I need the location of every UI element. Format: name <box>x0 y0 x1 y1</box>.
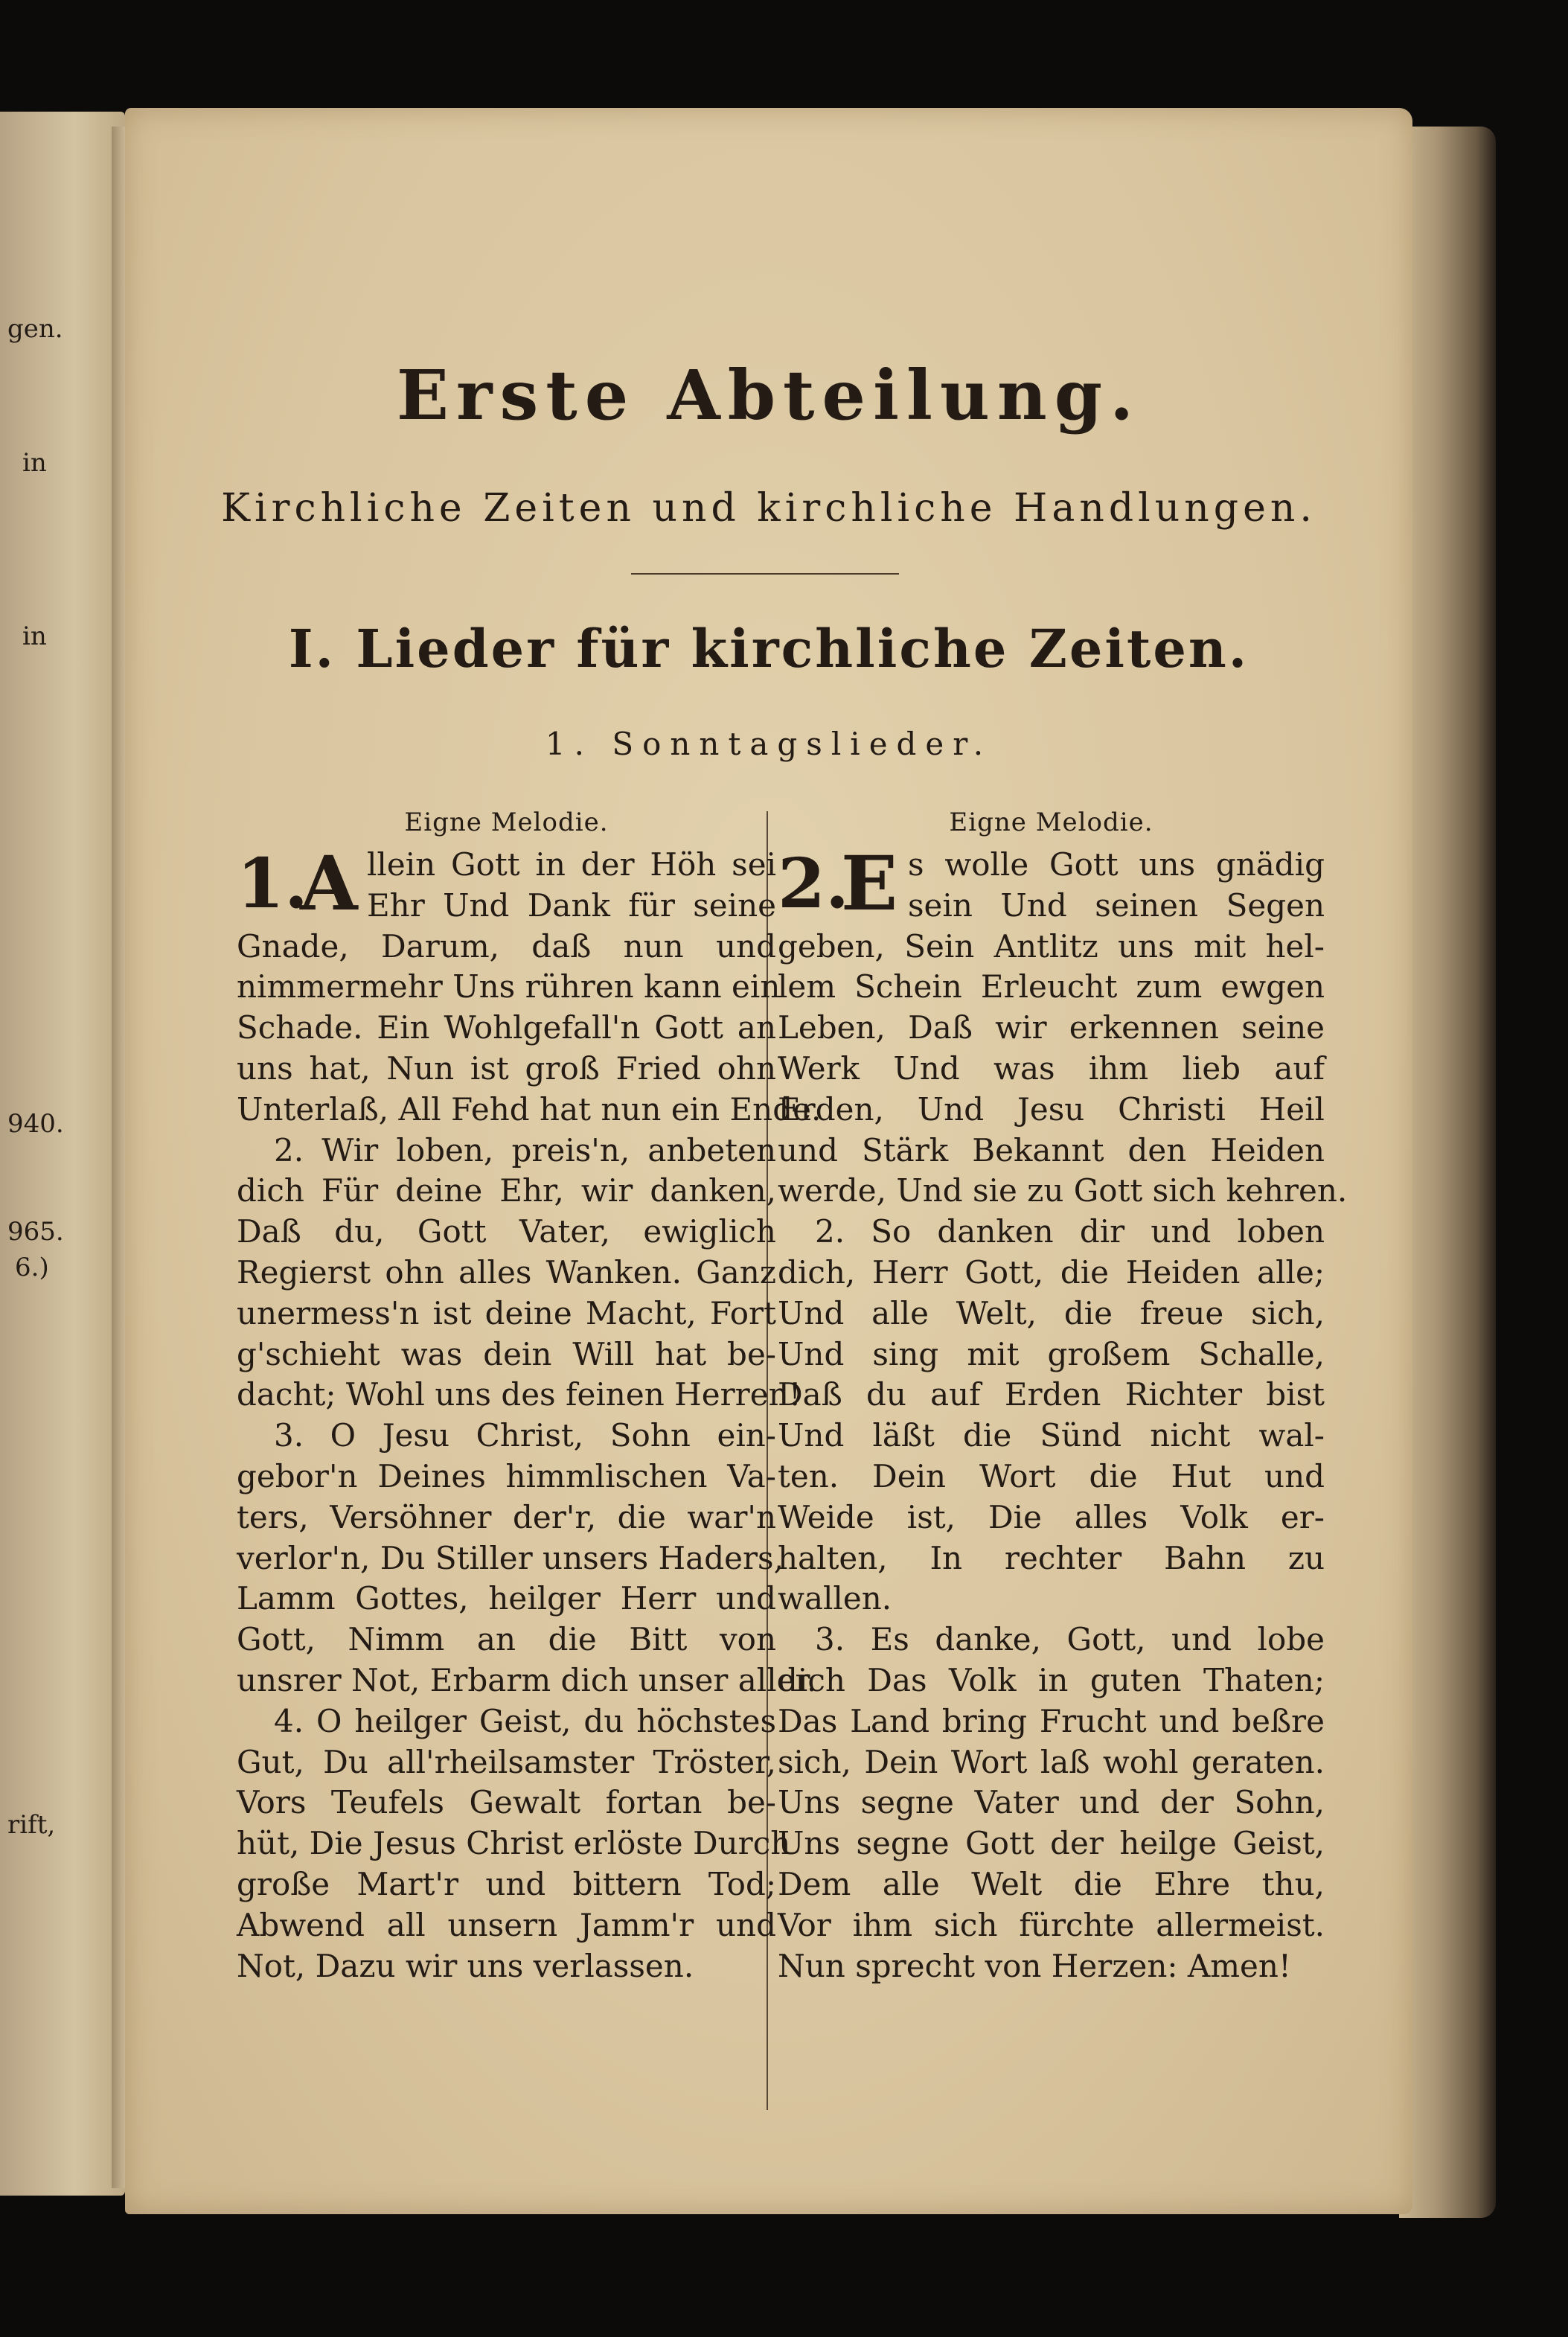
hymn-line: Schade. Ein Wohlgefall'n Gott an <box>237 1009 776 1046</box>
hymn-line: sich, Dein Wort laß wohl geraten. <box>778 1743 1325 1780</box>
left-page-fragment: 6.) <box>15 1253 49 1282</box>
hymn-line: Lamm Gottes, heilger Herr und <box>237 1580 776 1617</box>
melody-label: Eigne Melodie. <box>404 808 609 837</box>
hymn-line: Gut, Du all'rheilsamster Tröster, <box>237 1743 776 1780</box>
hymn-line: Unterlaß, All Fehd hat nun ein Ende. <box>237 1090 822 1128</box>
drop-cap: A <box>300 840 358 927</box>
book-gutter <box>112 127 127 2188</box>
hymn-line: dich Für deine Ehr, wir danken, <box>237 1172 776 1209</box>
subsection-heading: 1. Sonntagslieder. <box>545 726 993 762</box>
section-heading: I. Lieder für kirchliche Zeiten. <box>288 618 1249 680</box>
hymn-line: verlor'n, Du Stiller unsers Haders, <box>237 1539 784 1576</box>
hymn-line: sein Und seinen Segen <box>908 886 1325 924</box>
page-title: Erste Abteilung. <box>396 355 1142 435</box>
left-page <box>0 112 125 2196</box>
hymn-line: hüt, Die Jesus Christ erlöste Durch <box>237 1825 791 1862</box>
hymn-line: Gott, Nimm an die Bitt von <box>237 1621 776 1658</box>
hymn-line: s wolle Gott uns gnädig <box>908 846 1325 883</box>
hymn-line: lem Schein Erleucht zum ewgen <box>778 968 1325 1006</box>
left-page-fragment: in <box>22 448 47 478</box>
left-page-fragment: 940. <box>7 1109 64 1139</box>
hymn-number: 2. <box>778 843 850 924</box>
hymn-line: Erden, Und Jesu Christi Heil <box>778 1090 1325 1128</box>
left-page-fragment: 965. <box>7 1217 64 1247</box>
hymn-line: Und sing mit großem Schalle, <box>778 1335 1325 1372</box>
hymn-line: uns hat, Nun ist groß Fried ohn <box>237 1049 776 1087</box>
hymn-number: 1. <box>237 843 309 924</box>
hymn-line: Vor ihm sich fürchte allermeist. <box>778 1906 1325 1943</box>
hymn-line: dich, Herr Gott, die Heiden alle; <box>778 1253 1325 1291</box>
hymn-line: Leben, Daß wir erkennen seine <box>778 1009 1325 1046</box>
hymn-column-2 <box>778 800 1348 1986</box>
hymn-line: ten. Dein Wort die Hut und <box>778 1457 1325 1494</box>
hymn-line: große Mart'r und bittern Tod; <box>237 1865 776 1902</box>
left-page-fragment: rift, <box>7 1810 56 1840</box>
hymn-line: Vors Teufels Gewalt fortan be- <box>237 1784 776 1821</box>
left-page-fragment: in <box>22 621 47 651</box>
hymn-line: Not, Dazu wir uns verlassen. <box>237 1947 694 1984</box>
hymn-line: Gnade, Darum, daß nun und <box>237 927 776 965</box>
hymn-line: 4. O heilger Geist, du höchstes <box>274 1702 776 1739</box>
hymn-line: halten, In rechter Bahn zu <box>778 1539 1325 1576</box>
hymn-opening <box>778 840 1325 927</box>
hymn-line: und Stärk Bekannt den Heiden <box>778 1131 1325 1168</box>
melody-label: Eigne Melodie. <box>949 808 1153 837</box>
hymn-line: wallen. <box>778 1580 892 1617</box>
hymn-line: 3. O Jesu Christ, Sohn ein- <box>274 1417 776 1454</box>
hymn-line: 3. Es danke, Gott, und lobe <box>815 1621 1325 1658</box>
hymn-line: Uns segne Gott der heilge Geist, <box>778 1825 1325 1862</box>
hymn-line: Und läßt die Sünd nicht wal- <box>778 1417 1325 1454</box>
hymn-line: Uns segne Vater und der Sohn, <box>778 1784 1325 1821</box>
hymn-line: Werk Und was ihm lieb auf <box>778 1049 1325 1087</box>
hymn-line: Weide ist, Die alles Volk er- <box>778 1498 1325 1535</box>
hymn-line: dacht; Wohl uns des feinen Herren! <box>237 1376 801 1413</box>
hymn-line: Daß du auf Erden Richter bist <box>778 1376 1325 1413</box>
hymn-line: Das Land bring Frucht und beßre <box>778 1702 1325 1739</box>
hymn-line: geben, Sein Antlitz uns mit hel- <box>778 927 1325 965</box>
hymn-opening <box>237 840 776 927</box>
book-page <box>125 108 1412 2214</box>
hymn-line: Abwend all unsern Jamm'r und <box>237 1906 776 1943</box>
hymn-line: Nun sprecht von Herzen: Amen! <box>778 1947 1291 1984</box>
hymn-line: werde, Und sie zu Gott sich kehren. <box>778 1172 1348 1209</box>
hymn-line: Ehr Und Dank für seine <box>367 886 776 924</box>
page-subtitle: Kirchliche Zeiten und kirchliche Handlungen. <box>221 486 1316 531</box>
hymn-line: llein Gott in der Höh sei <box>367 846 776 883</box>
hymn-line: Dem alle Welt die Ehre thu, <box>778 1865 1325 1902</box>
title-rule <box>631 573 899 575</box>
hymn-line: dich Das Volk in guten Thaten; <box>778 1661 1325 1698</box>
hymn-line: 2. Wir loben, preis'n, anbeten <box>274 1131 776 1168</box>
hymn-line: Regierst ohn alles Wanken. Ganz <box>237 1253 776 1291</box>
hymn-line: Daß du, Gott Vater, ewiglich <box>237 1213 776 1250</box>
hymn-line: unermess'n ist deine Macht, Fort <box>237 1294 776 1331</box>
hymn-line: unsrer Not, Erbarm dich unser aller. <box>237 1661 817 1698</box>
hymn-line: Und alle Welt, die freue sich, <box>778 1294 1325 1331</box>
hymn-line: gebor'n Deines himmlischen Va- <box>237 1457 776 1494</box>
hymn-column-1 <box>237 800 822 1986</box>
hymn-line: nimmermehr Uns rühren kann ein <box>237 968 781 1006</box>
hymn-line: ters, Versöhner der'r, die war'n <box>237 1498 776 1535</box>
left-page-fragment: gen. <box>7 314 63 344</box>
hymn-line: g'schieht was dein Will hat be- <box>237 1335 776 1372</box>
hymn-line: 2. So danken dir und loben <box>815 1213 1325 1250</box>
page-stack-edge <box>1399 127 1496 2218</box>
drop-cap: E <box>841 840 898 927</box>
